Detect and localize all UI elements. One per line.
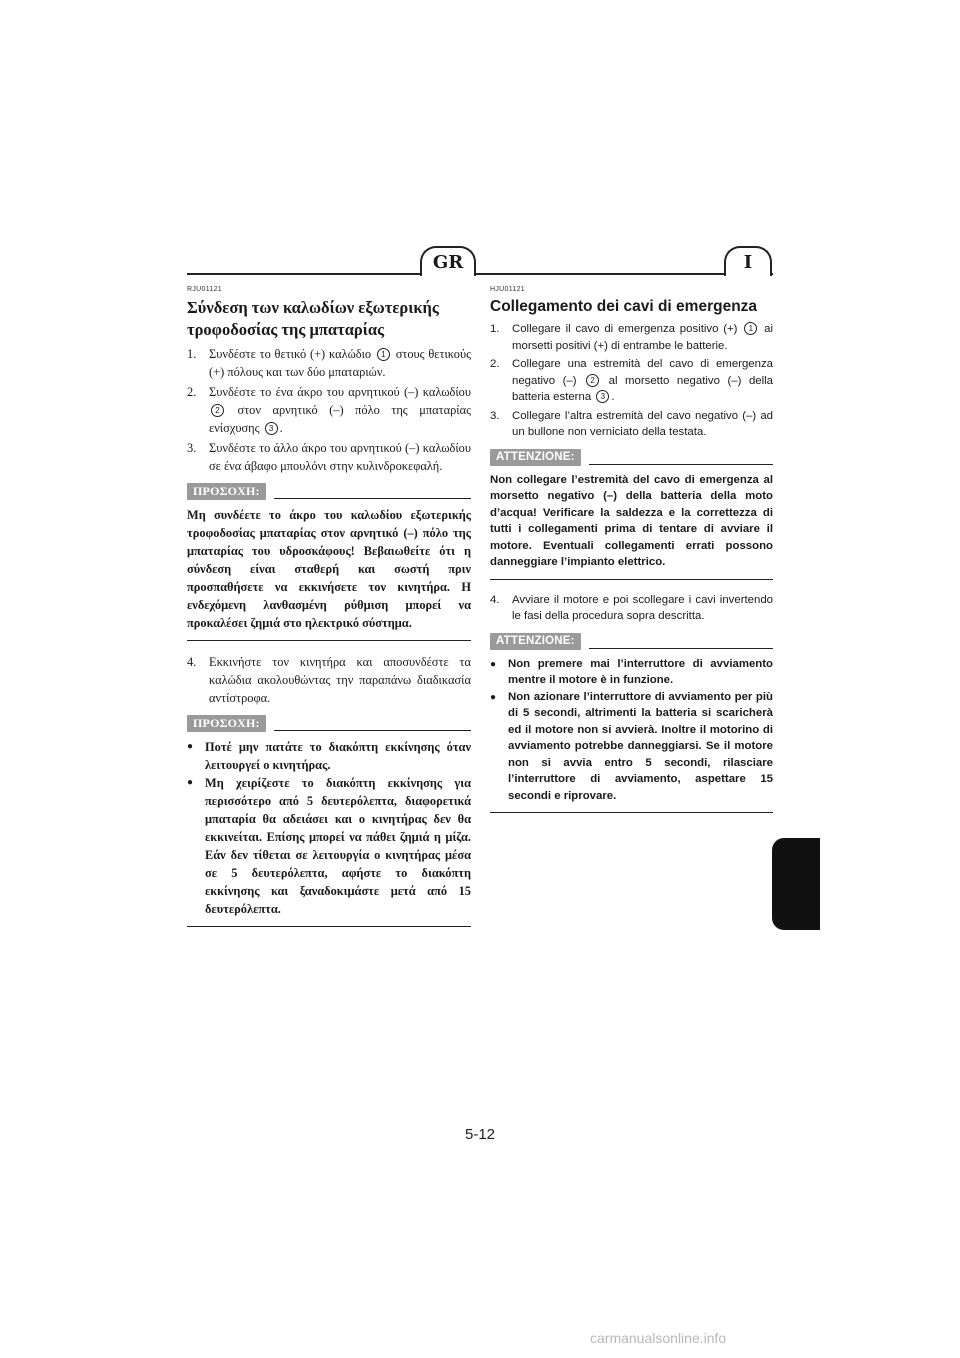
step-text-part: ai morsetti positivi (+) di entrambe le batterie.	[512, 323, 774, 352]
step-number: 1.	[187, 347, 197, 361]
step-text-part: Collegare il cavo di emergenza positivo (+)	[512, 323, 738, 335]
caution-header	[187, 483, 471, 500]
step-list	[187, 653, 471, 707]
caution-label: ΠΡΟΣΟΧΗ:	[187, 483, 266, 500]
step-text-part: Collegare una estremità del cavo di emergenza negativo (–)	[512, 358, 773, 387]
step-item	[187, 653, 471, 707]
callout-marker: 3	[265, 422, 278, 435]
header-rule	[187, 273, 773, 275]
language-badge-gr: GR	[420, 246, 476, 276]
caution-header	[490, 633, 773, 650]
step-text: Avviare il motore e poi scollegare i cavi invertendo le fasi della procedura sopra descritta.	[512, 593, 773, 622]
caution-rule	[274, 498, 471, 499]
step-text-part: στους θετικούς (+) πόλους και των δύο μπαταριών.	[209, 347, 472, 379]
step-list	[490, 321, 773, 441]
caution-rule	[589, 648, 773, 649]
step-text: Συνδέστε το άλλο άκρο του αρνητικού (–) καλωδίου σε ένα άβαφο μπουλόνι στην κυλινδροκεφαλή.	[209, 441, 471, 473]
language-badge-i: I	[724, 246, 772, 276]
caution-label: ATTENZIONE:	[490, 633, 581, 650]
italian-column	[490, 286, 773, 825]
callout-marker: 2	[211, 404, 224, 417]
step-item	[490, 408, 773, 441]
footer-watermark: carmanualsonline.info	[590, 1330, 727, 1346]
greek-column	[187, 286, 471, 939]
step-number: 2.	[490, 358, 500, 370]
callout-marker: 1	[377, 348, 390, 361]
step-text-part: .	[279, 421, 283, 435]
step-item	[187, 345, 471, 381]
step-number: 3.	[490, 409, 500, 422]
step-text-part: .	[611, 391, 615, 403]
step-text-part: al morsetto negativo (–) della batteria esterna	[512, 374, 774, 403]
step-number: 1.	[490, 323, 500, 335]
caution-bullet	[187, 738, 471, 774]
step-number: 3.	[187, 441, 197, 455]
caution-header	[187, 715, 471, 732]
callout-marker: 2	[586, 374, 599, 387]
step-list	[490, 592, 773, 625]
section-code: HJU01121	[490, 286, 525, 293]
step-text	[209, 345, 471, 381]
callout-marker: 3	[596, 390, 609, 403]
caution-label: ΠΡΟΣΟΧΗ:	[187, 715, 266, 732]
step-text	[209, 383, 471, 437]
step-item	[490, 356, 773, 406]
bullet-text: Non azionare l’interruttore di avviamento per più di 5 secondi, altrimenti la batteria si scaricherà ed il motore non si avvierà. Inoltre il motorino di avviamento potrebbe danneggiarsi. Se il motore non si avvia entro 5 secondi, rilasciare l’interruttore di avviamento, aspettare 15 secondi e riprovare.	[508, 690, 773, 802]
callout-marker: 1	[744, 322, 757, 335]
step-text	[512, 356, 773, 406]
caution-text: Non collegare l’estremità del cavo di emergenza al morsetto negativo (–) della batteria della moto d’acqua! Verificare la saldezza e la correttezza di tutti i collegamenti prima di tentare di avviare il motore. Eventuali collegamenti errati possono danneggiare l’impianto elettrico.	[490, 473, 773, 568]
section-title: Σύνδεση των καλωδίων εξωτερικής τροφοδοσίας της μπαταρίας	[187, 298, 439, 339]
step-list	[187, 345, 471, 475]
step-item	[187, 383, 471, 437]
caution-end-rule	[490, 579, 773, 580]
caution-label: ATTENZIONE:	[490, 449, 581, 466]
caution-text: Μη συνδέετε το άκρο του καλωδίου εξωτερικής τροφοδοσίας μπαταρίας στον αρνητικό (–) πόλο της μπαταρίας του υδροσκάφους! Βεβαιωθείτε ότι η σύνδεση είναι σταθερή και σωστή πριν προσπαθήσετε να εκκινήσετε τον κινητήρα. Η ενδεχόμενη λανθασμένη ρύθμιση μπορεί να προκαλέσει ζημιά στο ηλεκτρικό σύστημα.	[187, 508, 471, 630]
bullet-icon: ●	[187, 741, 194, 752]
caution-bullet	[490, 689, 773, 805]
chapter-tab	[772, 838, 820, 930]
bullet-icon: ●	[490, 691, 497, 703]
step-number: 4.	[187, 655, 197, 669]
caution-bullet	[490, 656, 773, 689]
bullet-text: Non premere mai l’interruttore di avviamento mentre il motore è in funzione.	[508, 657, 773, 686]
caution-rule	[589, 464, 773, 465]
caution-end-rule	[490, 812, 773, 813]
step-text: Collegare l’altra estremità del cavo negativo (–) ad un bullone non verniciato della testata.	[512, 409, 773, 438]
caution-end-rule	[187, 926, 471, 927]
step-text-part: Συνδέστε το ένα άκρο του αρνητικού (–) καλωδίου	[209, 385, 471, 399]
step-text-part: στον αρνητικό (–) πόλο της μπαταρίας ενίσχυσης	[209, 403, 471, 435]
bullet-text: Μη χειρίζεστε το διακόπτη εκκίνησης για περισσότερο από 5 δευτερόλεπτα, διαφορετικά μπαταρία θα αδειάσει και ο κινητήρας δεν θα εκκινείται. Επίσης μπορεί να πάθει ζημιά η μίζα. Εάν δεν τίθεται σε λειτουργία ο κινητήρας μέσα σε 5 δευτερόλεπτα, αφήστε το διακόπτη εκκίνησης και ξαναδοκιμάστε μετά από 15 δευτερόλεπτα.	[205, 776, 471, 916]
step-item	[490, 592, 773, 625]
step-text	[512, 321, 773, 354]
section-code: RJU01121	[187, 286, 222, 293]
step-item	[490, 321, 773, 354]
step-text: Εκκινήστε τον κινητήρα και αποσυνδέστε τα καλώδια ακολουθώντας την παραπάνω διαδικασία αντίστροφα.	[209, 655, 471, 705]
step-item	[187, 439, 471, 475]
step-number: 4.	[490, 593, 500, 606]
caution-rule	[274, 730, 471, 731]
caution-end-rule	[187, 640, 471, 641]
bullet-icon: ●	[187, 777, 194, 788]
bullet-icon: ●	[490, 658, 497, 670]
caution-header	[490, 449, 773, 466]
page-number: 5-12	[464, 1126, 496, 1143]
section-title: Collegamento dei cavi di emergenza	[490, 298, 758, 315]
step-text-part: Συνδέστε το θετικό (+) καλώδιο	[209, 347, 372, 361]
step-number: 2.	[187, 385, 197, 399]
bullet-text: Ποτέ μην πατάτε το διακόπτη εκκίνησης όταν λειτουργεί ο κινητήρας.	[205, 740, 471, 772]
caution-bullet	[187, 774, 471, 918]
